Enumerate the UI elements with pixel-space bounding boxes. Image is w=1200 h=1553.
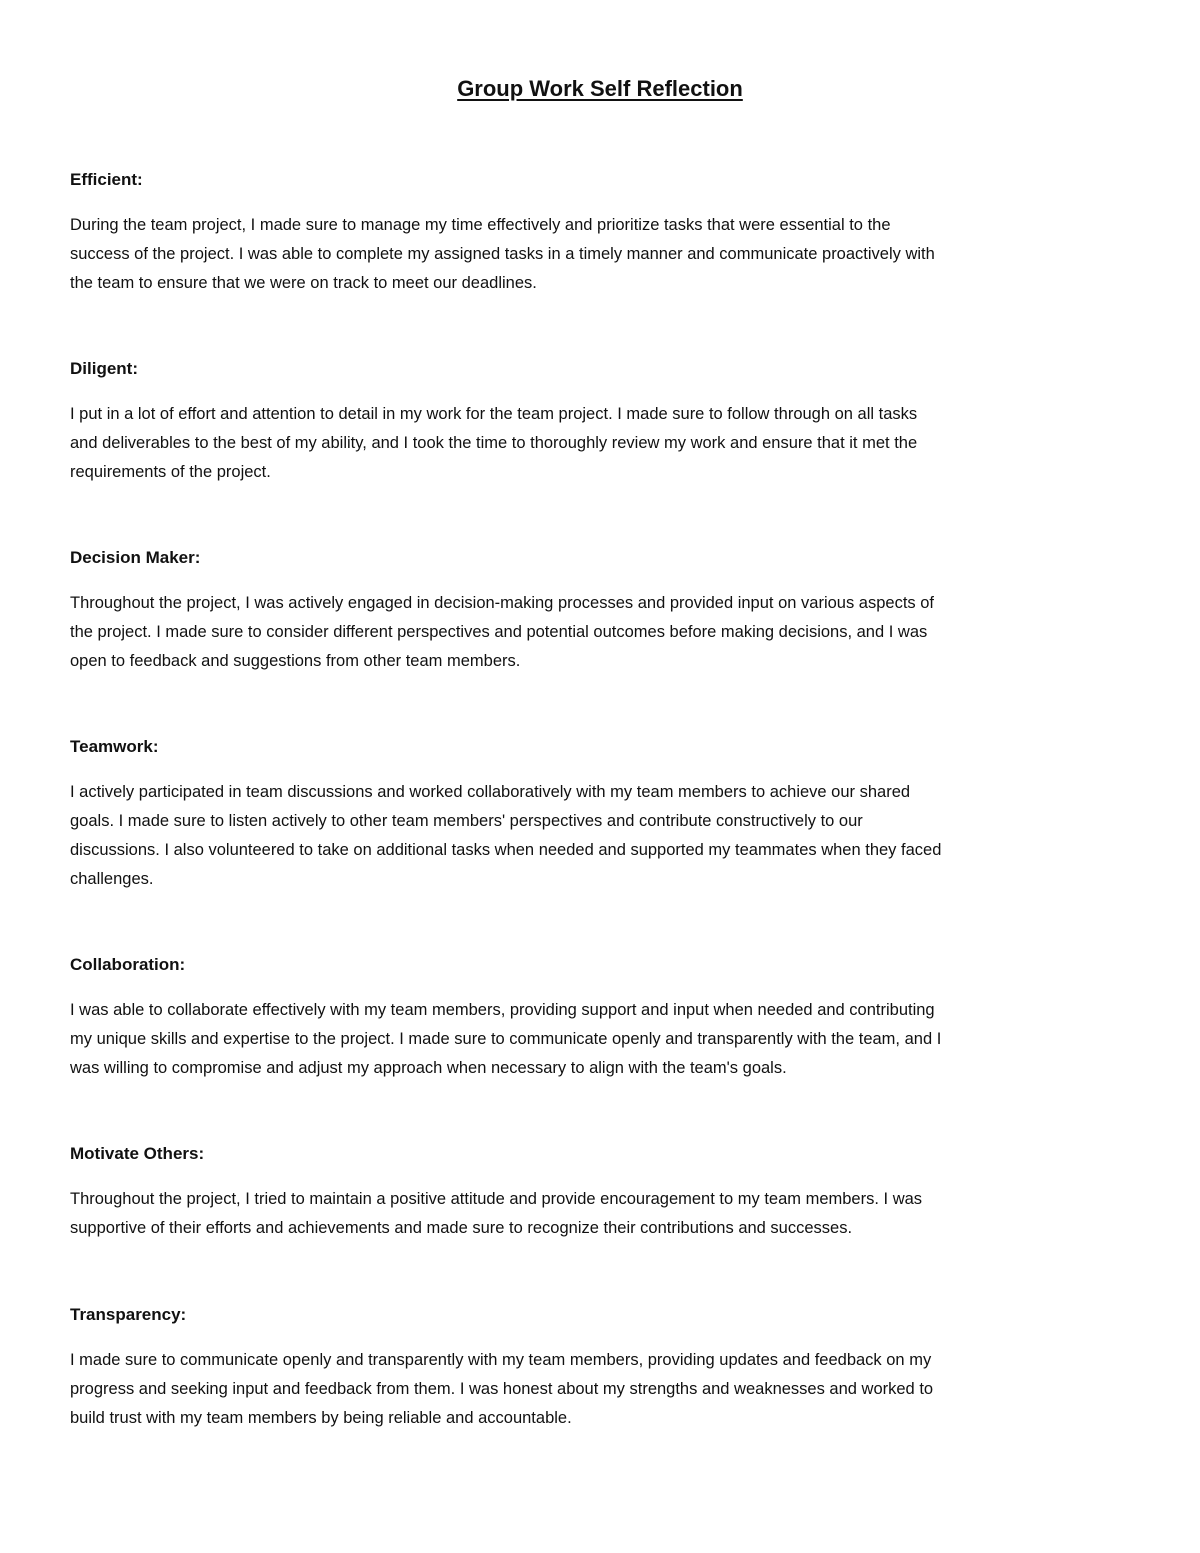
paragraph-line: During the team project, I made sure to manage my time effectively and prioritize tasks that were essential to the	[70, 216, 891, 234]
section-heading: Collaboration:	[70, 955, 186, 974]
paragraph-line: was willing to compromise and adjust my approach when necessary to align with the team's goals.	[70, 1059, 787, 1077]
section-efficient	[70, 168, 1135, 298]
paragraph-line: progress and seeking input and feedback from them. I was honest about my strengths and weaknesses and worked to	[70, 1380, 934, 1398]
paragraph-line: the project. I made sure to consider different perspectives and potential outcomes before making decisions, and I was	[70, 623, 928, 641]
paragraph-line: requirements of the project.	[70, 463, 271, 481]
section-paragraph	[70, 211, 1135, 298]
section-paragraph	[70, 1346, 1135, 1433]
paragraph-line: supportive of their efforts and achievements and made sure to recognize their contributions and successes.	[70, 1219, 853, 1237]
section-teamwork	[70, 735, 1135, 894]
section-heading: Motivate Others:	[70, 1144, 205, 1163]
paragraph-line: discussions. I also volunteered to take on additional tasks when needed and supported my teammates when they faced	[70, 841, 942, 859]
paragraph-line: build trust with my team members by being reliable and accountable.	[70, 1409, 572, 1427]
section-diligent	[70, 357, 1135, 487]
section-paragraph	[70, 400, 1135, 487]
section-paragraph	[70, 778, 1135, 894]
paragraph-line: open to feedback and suggestions from other team members.	[70, 652, 521, 670]
section-paragraph	[70, 589, 1135, 676]
paragraph-line: success of the project. I was able to complete my assigned tasks in a timely manner and communicate proactively with	[70, 245, 935, 263]
paragraph-line: I actively participated in team discussions and worked collaboratively with my team members to achieve our shared	[70, 783, 911, 801]
paragraph-line: I made sure to communicate openly and transparently with my team members, providing updates and feedback on my	[70, 1351, 932, 1369]
section-motivate-others	[70, 1142, 1135, 1243]
section-decision-maker	[70, 546, 1135, 676]
section-heading: Efficient:	[70, 170, 143, 189]
paragraph-line: Throughout the project, I tried to maintain a positive attitude and provide encouragement to my team members. I was	[70, 1190, 923, 1208]
paragraph-line: Throughout the project, I was actively engaged in decision-making processes and provided input on various aspects of	[70, 594, 935, 612]
section-heading: Diligent:	[70, 359, 138, 378]
paragraph-line: my unique skills and expertise to the project. I made sure to communicate openly and transparently with the team, and I	[70, 1030, 942, 1048]
document-title: Group Work Self Reflection	[457, 76, 743, 101]
paragraph-line: the team to ensure that we were on track to meet our deadlines.	[70, 274, 537, 292]
section-heading: Transparency:	[70, 1305, 187, 1324]
section-collaboration	[70, 953, 1135, 1083]
section-heading: Decision Maker:	[70, 548, 201, 567]
paragraph-line: challenges.	[70, 870, 154, 888]
paragraph-line: I put in a lot of effort and attention to detail in my work for the team project. I made sure to follow through on all tasks	[70, 405, 918, 423]
section-paragraph	[70, 996, 1135, 1083]
section-transparency	[70, 1303, 1135, 1433]
paragraph-line: goals. I made sure to listen actively to other team members' perspectives and contribute constructively to our	[70, 812, 863, 830]
paragraph-line: I was able to collaborate effectively with my team members, providing support and input when needed and contributing	[70, 1001, 935, 1019]
section-heading: Teamwork:	[70, 737, 159, 756]
paragraph-line: and deliverables to the best of my ability, and I took the time to thoroughly review my work and ensure that it met the	[70, 434, 918, 452]
section-paragraph	[70, 1185, 1135, 1243]
